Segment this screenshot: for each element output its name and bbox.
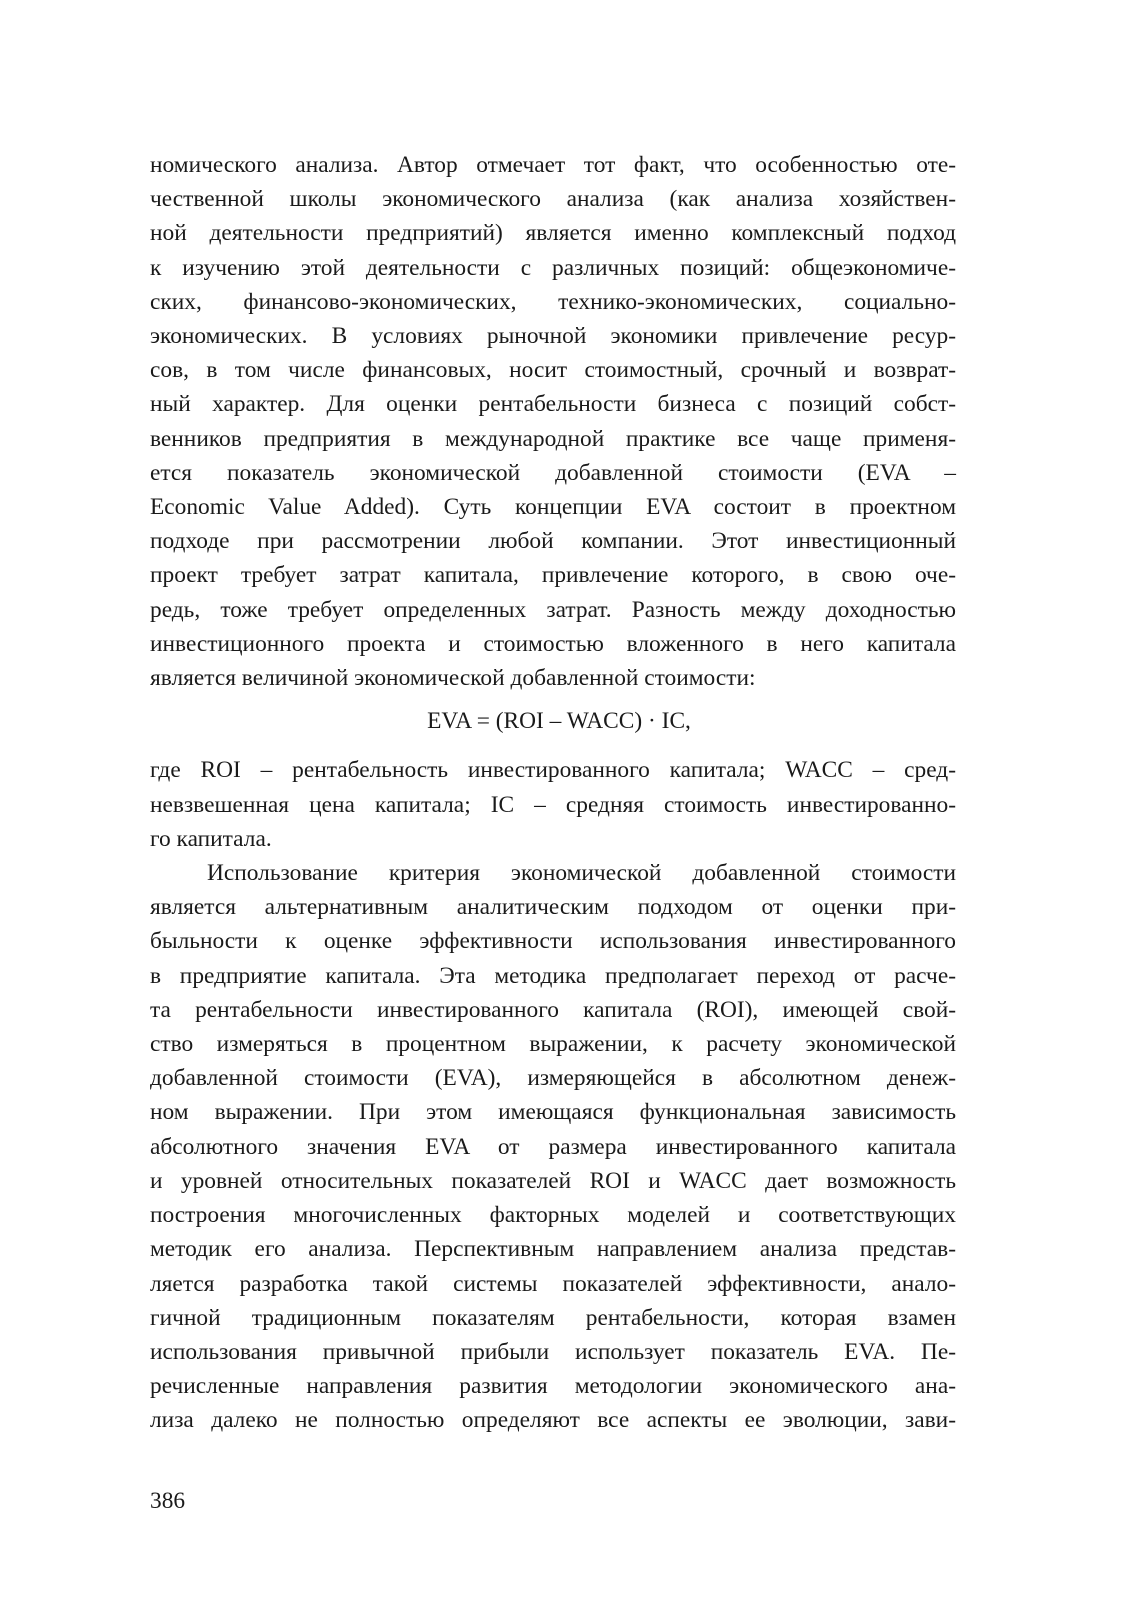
page-number: 386	[150, 1488, 186, 1514]
text-line: ляется разработка такой системы показателей эффективности, анало-	[150, 1270, 956, 1297]
text-line: подходе при рассмотрении любой компании. Этот инвестиционный	[150, 528, 956, 555]
text-line: та рентабельности инвестированного капитала (ROI), имеющей свой-	[150, 996, 956, 1023]
text-line: Использование критерия экономической добавленной стоимости	[207, 860, 956, 887]
text-line: ских, финансово-экономических, технико-экономических, социально-	[150, 288, 956, 315]
text-line: где ROI – рентабельность инвестированного капитала; WACC – сред-	[150, 757, 956, 784]
text-line: Economic Value Added). Суть концепции EVA состоит в проектном	[150, 494, 956, 521]
text-line: ном выражении. При этом имеющаяся функциональная зависимость	[150, 1099, 956, 1126]
text-line: добавленной стоимости (EVA), измеряющейся в абсолютном денеж-	[150, 1065, 956, 1092]
text-line: и уровней относительных показателей ROI и WACC дает возможность	[150, 1167, 956, 1194]
paragraph-intro	[150, 148, 956, 695]
text-line: невзвешенная цена капитала; IC – средняя стоимость инвестированно-	[150, 791, 956, 818]
text-line: абсолютного значения EVA от размера инвестированного капитала	[150, 1133, 956, 1160]
text-line: сов, в том числе финансовых, носит стоимостный, срочный и возврат-	[150, 357, 956, 384]
paragraph-definitions	[150, 753, 956, 856]
text-line: построения многочисленных факторных моделей и соответствующих	[150, 1202, 956, 1229]
paragraph-eva-criterion	[150, 856, 956, 1437]
text-line: венников предприятия в международной практике все чаще применя-	[150, 425, 956, 452]
text-line: является величиной экономической добавленной стоимости:	[150, 665, 756, 692]
text-line: в предприятие капитала. Эта методика предполагает переход от расче-	[150, 962, 956, 989]
text-line: является альтернативным аналитическим подходом от оценки при-	[150, 894, 956, 921]
text-line: экономических. В условиях рыночной экономики привлечение ресур-	[150, 323, 956, 350]
text-line: ство измеряться в процентном выражении, к расчету экономической	[150, 1031, 956, 1058]
text-line: ной деятельности предприятий) является именно комплексный подход	[150, 220, 956, 247]
text-line: проект требует затрат капитала, привлечение которого, в свою оче-	[150, 562, 956, 589]
text-line: чественной школы экономического анализа (как анализа хозяйствен-	[150, 186, 956, 213]
text-line: к изучению этой деятельности с различных позиций: общеэкономиче-	[150, 254, 956, 281]
text-line: гичной традиционным показателям рентабельности, которая взамен	[150, 1304, 956, 1331]
text-line: номического анализа. Автор отмечает тот факт, что особенностью оте-	[150, 152, 956, 178]
text-line: методик его анализа. Перспективным направлением анализа представ-	[150, 1236, 956, 1263]
text-line: ется показатель экономической добавленной стоимости (EVA –	[150, 459, 956, 486]
text-line: редь, тоже требует определенных затрат. Разность между доходностью	[150, 596, 956, 623]
page-body	[150, 148, 956, 1438]
eva-formula: EVA = (ROI – WACC) · IC,	[427, 708, 691, 735]
text-line: лиза далеко не полностью определяют все аспекты ее эволюции, зави-	[150, 1407, 956, 1434]
text-line: ный характер. Для оценки рентабельности бизнеса с позиций собст-	[150, 391, 956, 418]
text-line: го капитала.	[150, 825, 272, 852]
text-line: инвестиционного проекта и стоимостью вложенного в него капитала	[150, 630, 956, 657]
text-line: речисленные направления развития методологии экономического ана-	[150, 1373, 956, 1400]
text-line: быльности к оценке эффективности использования инвестированного	[150, 928, 956, 955]
text-line: использования привычной прибыли использует показатель EVA. Пе-	[150, 1338, 956, 1365]
